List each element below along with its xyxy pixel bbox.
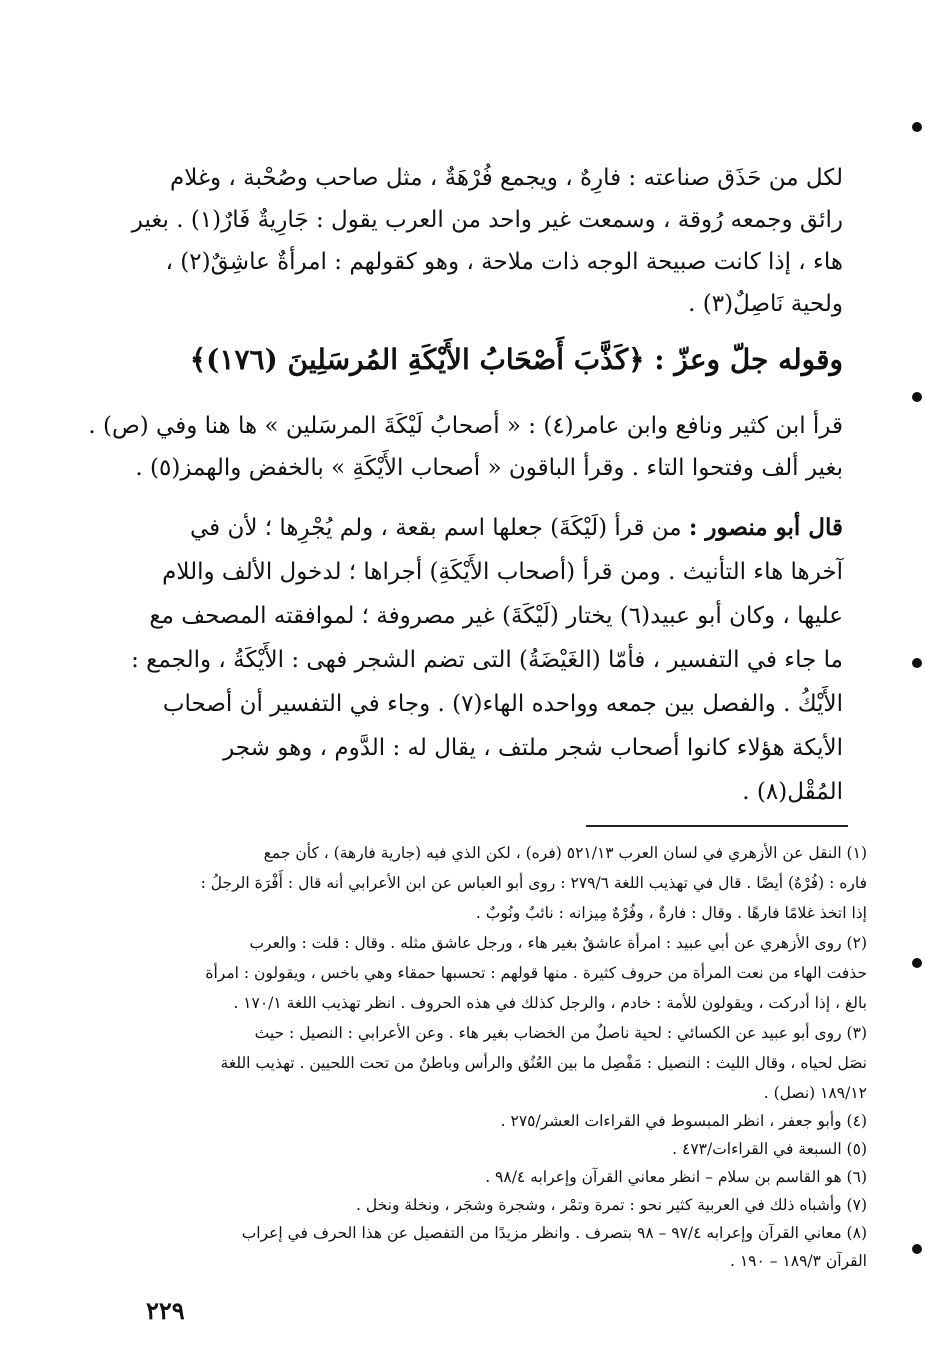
body-text-line: الأيكة هؤلاء كانوا أصحاب شجر ملتف ، يقال له : الدَّوم ، وهو شجر	[223, 735, 843, 761]
verse-heading: وقوله جلّ وعزّ : ﴿كَذَّبَ أَصْحَابُ الأَيْكَةِ المُرسَلِينَ (١٧٦)﴾	[189, 343, 843, 376]
scan-margin-mark	[912, 122, 922, 132]
body-text-line	[143, 512, 843, 546]
body-text-line: آخرها هاء التأنيث . ومن قرأ (أصحاب الأَيْكَةِ) أجراها ؛ لدخول الألف واللام	[162, 559, 843, 585]
body-text-line: ما جاء في التفسير ، فأمّا (الغَيْضَةُ) التى تضم الشجر فهى : الأَيْكَةُ ، والجمع :	[131, 647, 843, 673]
footnote-line: نصَل لحياه ، وقال الليث : النصيل : مَفْصِل ما بين العُنُق والرأس وباطنٌ من تحت اللحيين . تهذيب اللغة	[220, 1054, 867, 1072]
body-text-line: لكل من حَذَق صناعته : فارِهٌ ، ويجمع فُرْهَةٌ ، مثل صاحب وصُحْبة ، وغلام	[169, 165, 843, 191]
footnote-line: حذفت الهاء من نعت المرأة من حروف كثيرة . منها قولهم : تحسبها حمقاء وهي باخس ، ويقولون : امرأة	[205, 964, 867, 982]
footnote-line: ١٨٩/١٢ (نصل) .	[763, 1084, 867, 1102]
speaker-lead: قال أبو منصور :	[688, 514, 843, 541]
footnote-line: فاره : (فُرْهٌ) أيضًا . قال في تهذيب اللغة ٢٧٩/٦ : روى أبو العباس عن ابن الأعرابي أنه قال : أَفْرَهَ الرجلُ :	[200, 874, 867, 892]
footnote-divider	[586, 825, 848, 827]
footnote-line: إذا اتخذ غلامًا فارهًا . وقال : فارةٌ ، وفُرْهٌ مِيزانه : نائبٌ ونُوبٌ .	[475, 904, 867, 922]
body-text-line: عليها ، وكان أبو عبيد(٦) يختار (لَيْكَةَ) غير مصروفة ؛ لموافقته المصحف مع	[149, 603, 843, 629]
scan-margin-mark	[912, 658, 922, 668]
body-text-line: ولحية نَاصِلٌ(٣) .	[688, 291, 843, 317]
body-text-span: من قرأ (لَيْكَةَ) جعلها اسم بقعة ، ولم يُجْرِها ؛ لأن في	[189, 515, 689, 541]
scan-margin-mark	[912, 1244, 922, 1254]
footnote-line: (٤) وأبو جعفر ، انظر المبسوط في القراءات العشر/٢٧٥ .	[500, 1112, 867, 1130]
footnote-line: (٣) روى أبو عبيد عن الكسائي : لحية ناصلٌ من الخضاب بغير هاء . وعن الأعرابي : النصيل : حيث	[254, 1024, 867, 1042]
scan-margin-mark	[912, 958, 922, 968]
footnote-line: (٦) هو القاسم بن سلام – انظر معاني القرآن وإعرابه ٩٨/٤ .	[485, 1168, 867, 1186]
footnote-line: (٨) معاني القرآن وإعرابه ٩٧/٤ – ٩٨ بتصرف . وانظر مزيدًا من التفصيل عن هذا الحرف في إعراب	[241, 1224, 867, 1242]
body-text-line: المُقْل(٨) .	[742, 779, 843, 805]
body-text-line: قرأ ابن كثير ونافع وابن عامر(٤) : « أصحابُ لَيْكَةَ المرسَلين » ها هنا وفي (ص) .	[88, 413, 843, 439]
footnote-line: بالغ ، إذا أدركت ، ويقولون للأمة : خادم ، والرجل كذلك في هذه الحروف . انظر تهذيب اللغة ١٧٠/١ .	[233, 994, 867, 1012]
page-number: ٢٢٩	[146, 1296, 185, 1325]
footnote-line: القرآن ١٨٩/٣ – ١٩٠ .	[729, 1252, 867, 1270]
scan-margin-mark	[912, 392, 922, 402]
footnote-line: (٧) وأشباه ذلك في العربية كثير نحو : تمرة وتمْر ، وشجرة وشجَر ، ونخلة ونخل .	[356, 1196, 867, 1214]
body-text-line: هاء ، إذا كانت صبيحة الوجه ذات ملاحة ، وهو كقولهم : امرأةٌ عاشِقٌ(٢) ،	[165, 249, 843, 275]
body-text-line: بغير ألف وفتحوا التاء . وقرأ الباقون « أصحاب الأَيْكَةِ » بالخفض والهمز(٥) .	[135, 455, 843, 481]
footnote-line: (٥) السبعة في القراءات/٤٧٣ .	[672, 1140, 867, 1158]
body-text-line: رائق وجمعه رُوقة ، وسمعت غير واحد من العرب يقول : جَارِيةٌ فَارٌ(١) . بغير	[131, 207, 843, 233]
body-text-line: الأَيْكُ . والفصل بين جمعه وواحده الهاء(٧) . وجاء في التفسير أن أصحاب	[162, 691, 843, 717]
footnote-line: (١) النقل عن الأزهري في لسان العرب ٥٢١/١٣ (فره) ، لكن الذي فيه (جارية فارهة) ، كأن جمع	[263, 844, 867, 862]
footnote-line: (٢) روى الأزهري عن أبي عبيد : امرأة عاشقٌ بغير هاء ، ورجل عاشق مثله . وقال : قلت : والعرب	[249, 934, 867, 952]
